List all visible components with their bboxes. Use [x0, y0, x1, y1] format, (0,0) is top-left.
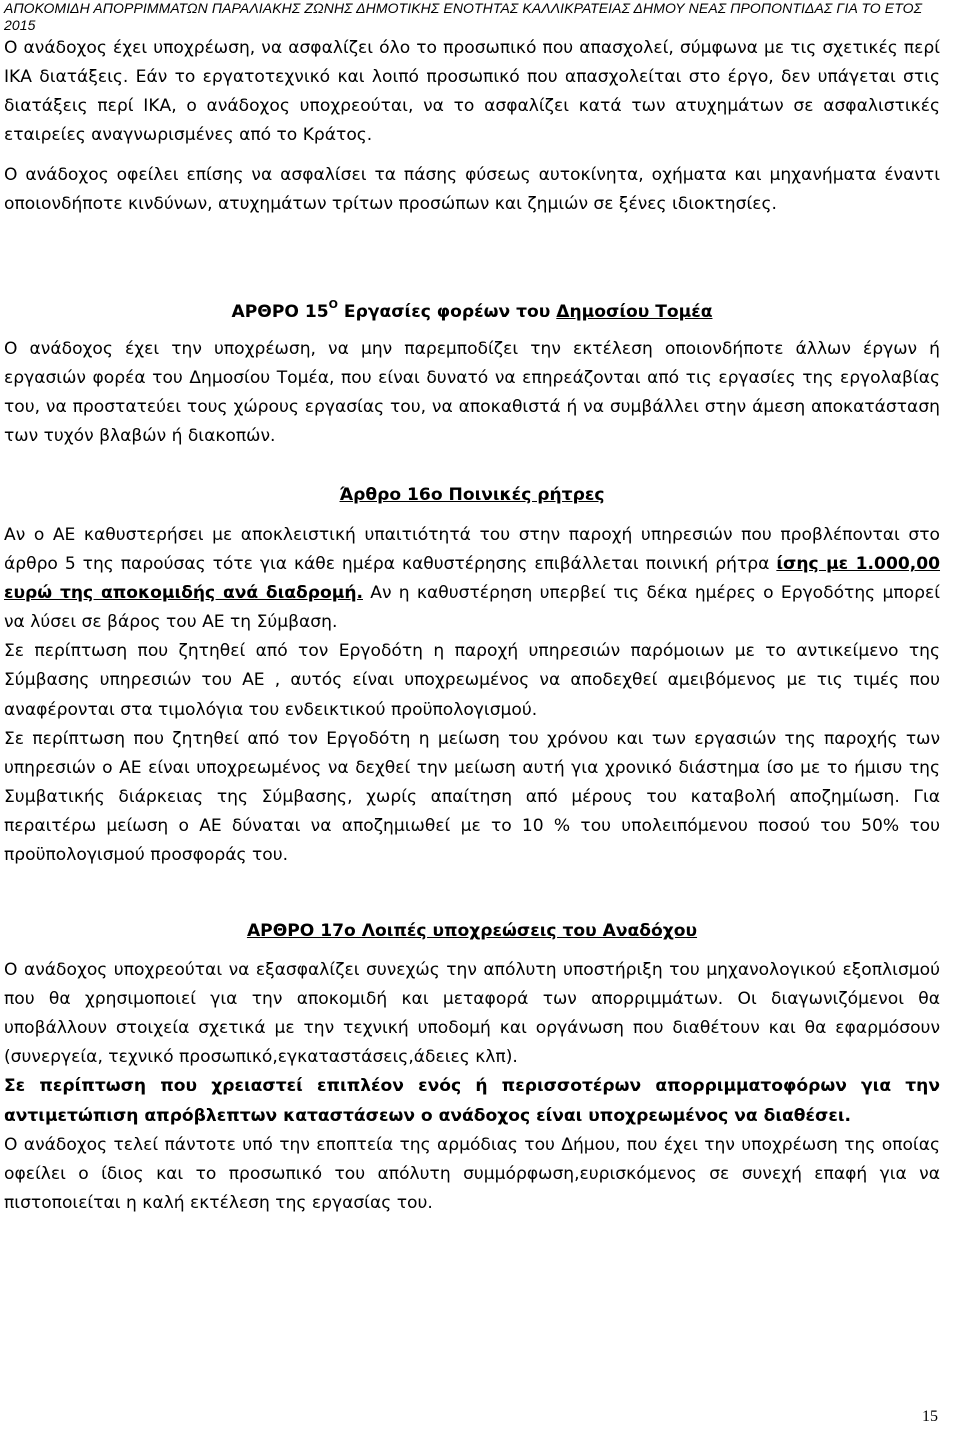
- page-number: 15: [922, 1408, 938, 1425]
- running-header: ΑΠΟΚΟΜΙΔΗ ΑΠΟΡΡΙΜΜΑΤΩΝ ΠΑΡΑΛΙΑΚΗΣ ΖΩΝΗΣ ΔΗΜΟΤΙΚΗΣ ΕΝΟΤΗΤΑΣ ΚΑΛΛΙΚΡΑΤΕΙΑΣ ΔΗΜΟΥ ΝΕΑΣ ΠΡΟΠΟΝΤΙΔΑΣ ΓΙΑ ΤΟ ΕΤΟΣ 2015: [4, 0, 923, 33]
- article-16-additional-services-paragraph: Σε περίπτωση που ζητηθεί από τον Εργοδότη η παροχή υπηρεσιών παρόμοιων με το αντικείμενο της Σύμβασης υπηρεσιών του ΑΕ , αυτός είναι υποχρεωμένος να αποδεχθεί αμειβόμενος με τις τιμές που αναφέρονται στα τιμολόγια του ενδεικτικού προϋπολογισμού.: [4, 641, 940, 720]
- article-17-equipment-paragraph: Ο ανάδοχος υποχρεούται να εξασφαλίζει συνεχώς την απόλυτη υποστήριξη του μηχανολογικού εξοπλισμού που θα χρησιμοποιεί για την αποκομιδή και μεταφορά των απορριμμάτων. Οι διαγωνιζόμενοι θα υποβάλλουν στοιχεία σχετικά με την τεχνική υποδομή και οργάνωση που διαθέτουν και θα εφαρμόσουν (συνεργεία, τεχνικό προσωπικό,εγκαταστάσεις,άδειες κλπ).: [4, 960, 940, 1068]
- penalty-text-start: Αν ο ΑΕ καθυστερήσει με αποκλειστική υπαιτιότητά του στην παροχή υπηρεσιών που προβλέπονται στο άρθρο 5 της παρούσας τότε για κάθε ημέρα καθυστέρησης επιβάλλεται ποινική ρήτρα: [4, 524, 940, 575]
- article-17-extra-trucks-paragraph: Σε περίπτωση που χρειαστεί επιπλέον ενός ή περισσοτέρων απορριμματοφόρων για την αντιμετώπιση απρόβλεπτων καταστάσεων ο ανάδοχος είναι υποχρεωμένος να διαθέσει.: [4, 1076, 940, 1126]
- article-17-supervision-paragraph: Ο ανάδοχος τελεί πάντοτε υπό την εποπτεία της αρμόδιας του Δήμου, που έχει την υποχρέωση της οποίας οφείλει ο ίδιος και το προσωπικό του απόλυτη συμμόρφωση,ευρισκόμενος σε συνεχή επαφή για να πιστοποιείται η καλή εκτέλεση της εργασίας του.: [4, 1134, 940, 1213]
- document-page: [4, 0, 940, 1218]
- article-15-number: ΑΡΘΡΟ 15: [231, 301, 329, 322]
- penalty-text-end: Αν η καθυστέρηση υπερβεί τις δέκα ημέρες ο Εργοδότης μπορεί να λύσει σε βάρος του ΑΕ τη Σύμβαση.: [4, 583, 940, 633]
- article-15-body: Ο ανάδοχος έχει την υποχρέωση, να μην παρεμποδίζει την εκτέλεση οποιονδήποτε άλλων έργων ή εργασιών φορέα του Δημοσίου Τομέα, που είναι δυνατό να επηρεάζονται από τις εργασίες της εργολαβίας του, να προστατεύει τους χώρους εργασίας του, να αποκαθιστά ή να συμβάλλει στην άμεση αποκατάσταση των τυχόν βλαβών ή διακοπών.: [4, 338, 940, 446]
- penalty-amount: ίσης με 1.000,00 ευρώ της αποκομιδής ανά διαδρομή.: [4, 554, 941, 604]
- vehicle-insurance-paragraph: Ο ανάδοχος οφείλει επίσης να ασφαλίσει τα πάσης φύσεως αυτοκίνητα, οχήματα και μηχανήματα έναντι οποιονδήποτε κινδύνων, ατυχημάτων τρίτων προσώπων και ζημιών σε ξένες ιδιοκτησίες.: [4, 165, 940, 215]
- article-15-title: Εργασίες φορέων του: [337, 301, 557, 322]
- article-15-heading: [4, 298, 940, 327]
- article-15-title-underlined: Δημοσίου Τομέα: [556, 301, 713, 322]
- article-16-heading: Άρθρο 16ο Ποινικές ρήτρες: [339, 484, 605, 505]
- article-17-heading: ΑΡΘΡΟ 17ο Λοιπές υποχρεώσεις του Αναδόχου: [246, 921, 698, 942]
- article-15-ordinal: Ο: [328, 297, 338, 311]
- article-16-penalty-paragraph: [4, 521, 940, 637]
- insurance-paragraph: Ο ανάδοχος έχει υποχρέωση, να ασφαλίζει όλο το προσωπικό που απασχολεί, σύμφωνα με τις σχετικές περί ΙΚΑ διατάξεις. Εάν το εργατοτεχνικό και λοιπό προσωπικό που απασχολείται στο έργο, δεν υπάγεται στις διατάξεις περί ΙΚΑ, ο ανάδοχος υποχρεούται, να το ασφαλίζει κατά των ατυχημάτων σε ασφαλιστικές εταιρείες αναγνωρισμένες από το Κράτος.: [4, 38, 940, 146]
- article-16-reduction-paragraph: Σε περίπτωση που ζητηθεί από τον Εργοδότη η μείωση του χρόνου και των εργασιών της παροχής των υπηρεσιών ο ΑΕ είναι υποχρεωμένος να δεχθεί την μείωση αυτή για χρονικό διάστημα ίσο με το ήμισυ της Συμβατικής διάρκειας της Σύμβασης, χωρίς απαίτηση από μέρους του καταβολή αποζημίωση. Για περαιτέρω μείωση ο ΑΕ δύναται να αποζημιωθεί με το 10 % του υπολειπόμενου ποσού του 50% του προϋπολογισμού προσφοράς του.: [4, 728, 940, 865]
